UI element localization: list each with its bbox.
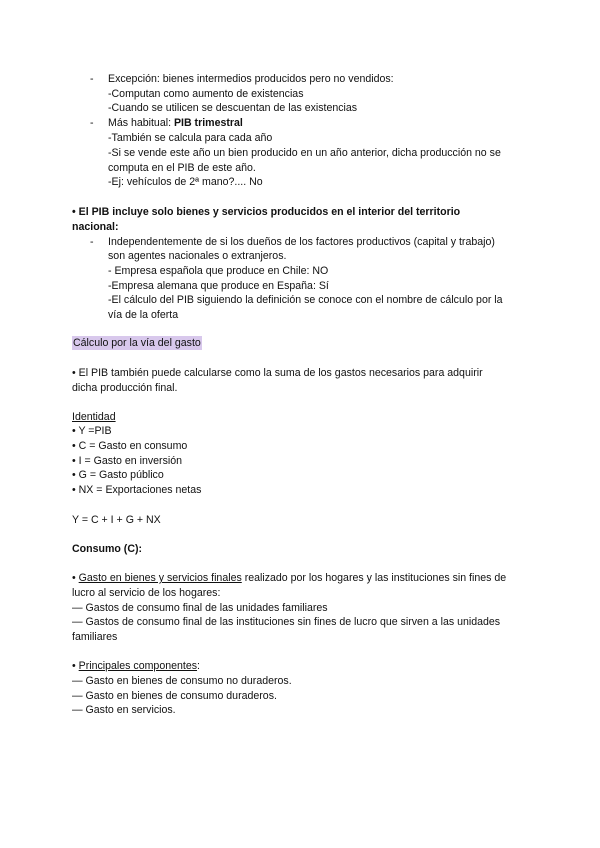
text-line: -Cuando se utilicen se descuentan de las existencias	[108, 102, 358, 114]
highlighted-text: Cálculo por la vía del gasto	[73, 337, 201, 349]
consumo-title: Consumo (C):	[72, 543, 143, 555]
text-span: realizado por los hogares y las instituciones sin fines de	[241, 572, 507, 584]
list-item-heading: Excepción: bienes intermedios producidos pero no vendidos:	[108, 73, 394, 85]
text-line: Independentemente de si los dueños de los factores productivos (capital y trabajo)	[108, 236, 495, 248]
list-marker: -	[90, 236, 94, 248]
bold-span: PIB trimestral	[173, 117, 243, 129]
text-line: -Ej: vehículos de 2ª mano?.... No	[108, 176, 263, 188]
list-item: — Gasto en servicios.	[72, 704, 176, 716]
text-line: -El cálculo del PIB siguiendo la definición se conoce con el nombre de cálculo por la	[108, 294, 503, 306]
bullet: •	[72, 660, 79, 672]
list-item: • I = Gasto en inversión	[72, 455, 182, 467]
text-line: computa en el PIB de este año.	[108, 162, 256, 174]
text-span: Más habitual:	[108, 117, 174, 129]
text-line: - Empresa española que produce en Chile: NO	[108, 265, 329, 277]
paragraph: • El PIB también puede calcularse como la suma de los gastos necesarios para adquirir	[72, 367, 483, 379]
section-title	[72, 336, 202, 350]
list-item: • C = Gasto en consumo	[72, 440, 188, 452]
bold-paragraph: • El PIB incluye solo bienes y servicios producidos en el interior del territorio	[72, 206, 461, 218]
list-marker: -	[90, 73, 94, 85]
list-item: • Y =PIB	[72, 425, 112, 437]
list-item: • G = Gasto público	[72, 469, 164, 481]
text-line: -Si se vende este año un bien producido en un año anterior, dicha producción no se	[108, 147, 501, 159]
list-item-heading	[108, 116, 243, 130]
formula: Y = C + I + G + NX	[72, 514, 161, 526]
list-item: — Gasto en bienes de consumo duraderos.	[72, 690, 277, 702]
text-line: familiares	[72, 631, 118, 643]
paragraph	[72, 571, 506, 585]
text-line: vía de la oferta	[108, 309, 179, 321]
text-line: lucro al servicio de los hogares:	[72, 587, 221, 599]
text-line: — Gastos de consumo final de las unidades familiares	[72, 602, 328, 614]
list-item: • NX = Exportaciones netas	[72, 484, 202, 496]
underlined-text: Gasto en bienes y servicios finales	[78, 572, 242, 584]
text-line: — Gastos de consumo final de las instituciones sin fines de lucro que sirven a las unidades	[72, 616, 501, 628]
bullet: •	[72, 572, 79, 584]
underlined-text: Principales componentes	[78, 660, 198, 672]
list-item: — Gasto en bienes de consumo no duraderos.	[72, 675, 292, 687]
bold-paragraph: nacional:	[72, 221, 119, 233]
paragraph: dicha producción final.	[72, 382, 178, 394]
identidad-title: Identidad	[72, 411, 116, 423]
text-line: -Computan como aumento de existencias	[108, 88, 304, 100]
text-line: son agentes nacionales o extranjeros.	[108, 250, 287, 262]
text-line: -Empresa alemana que produce en España: Sí	[108, 280, 329, 292]
paragraph	[72, 659, 200, 673]
list-marker: -	[90, 117, 94, 129]
text-line: -También se calcula para cada año	[108, 132, 273, 144]
text-span: :	[197, 660, 200, 672]
